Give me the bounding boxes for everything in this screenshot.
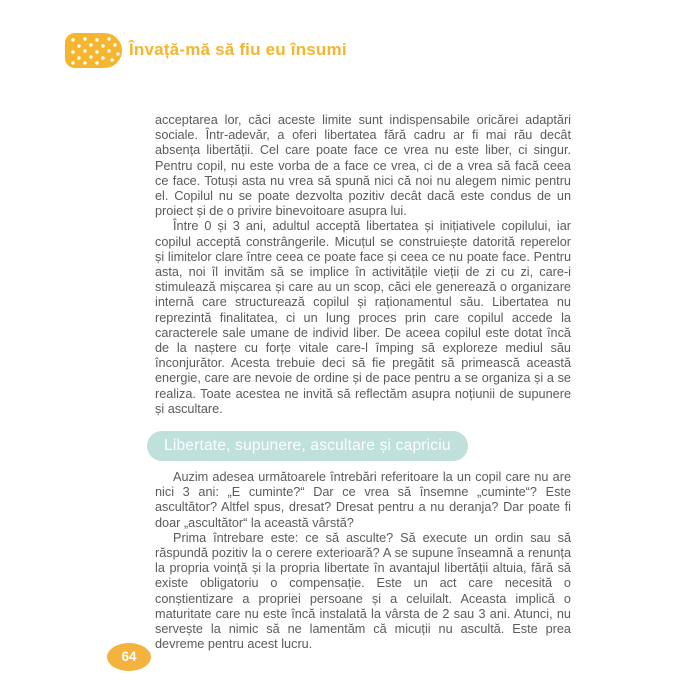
article-body	[155, 113, 571, 653]
paragraph: acceptarea lor, căci aceste limite sunt indispensabile oricărei adaptări sociale. Într-adevăr, a oferi libertatea fără cadru ar fi mai rău decât absența libertății. Cel care poate face ce vrea nu este liber, ci singur. Pentru copil, nu este vorba de a face ce vrea, ci de a vrea să facă ceea ce face. Totuși asta nu vrea să spună nici că noi nu alegem nimic pentru el. Copilul nu se poate dezvolta pozitiv decât dacă este condus de un proiect și de o privire binevoitoare asupra lui.	[155, 113, 571, 219]
chapter-title: Învață-mă să fiu eu însumi	[129, 39, 347, 59]
dotted-blob-icon	[65, 33, 122, 68]
section-heading: Libertate, supunere, ascultare și capriciu	[147, 431, 468, 461]
chapter-header	[65, 33, 347, 68]
page-number-badge: 64	[107, 643, 151, 671]
paragraph: Prima întrebare este: ce să asculte? Să execute un ordin sau să răspundă pozitiv la o cerere exterioară? A se supune înseamnă a renunța la propria voință și la propria libertate în avantajul libertății altuia, fără să existe obligatoriu o compensație. Este un act care necesită o conștientizare a propriei persoane și a celuilalt. Aceasta implică o maturitate care nu este încă instalată la vârsta de 2 sau 3 ani. Atunci, nu servește la nimic să ne lamentăm că micuții nu ascultă. Este prea devreme pentru acest lucru.	[155, 530, 571, 652]
paragraph: Între 0 și 3 ani, adultul acceptă libertatea și inițiativele copilului, iar copilul acceptă constrângerile. Micuțul se construiește datorită reperelor și limitelor clare între ceea ce poate face și ceea ce nu poate face. Pentru asta, noi îl invităm să se implice în activitățile vieții de zi cu zi, care-i stimulează mișcarea și care au un scop, căci ele generează o organizare internă care structurează copilul și raționamentul său. Libertatea nu reprezintă finalitatea, ci un lung proces prin care copilul accede la caracterele sale umane de individ liber. De aceea copilul este dotat încă de la naștere cu forțe vitale care-l împing să exploreze mediul său înconjurător. Acesta trebuie deci să fie pregătit să primească această energie, care are nevoie de ordine și de pace pentru a se organiza și a se realiza. Toate acestea ne invită să reflectăm asupra noțiunii de supunere și ascultare.	[155, 219, 571, 416]
paragraph: Auzim adesea următoarele întrebări referitoare la un copil care nu are nici 3 ani: „E cuminte?“ Dar ce vrea să însemne „cuminte“? Este ascultător? Altfel spus, dresat? Dresat pentru a nu deranja? Dar poate fi doar „ascultător“ la această vârstă?	[155, 470, 571, 530]
